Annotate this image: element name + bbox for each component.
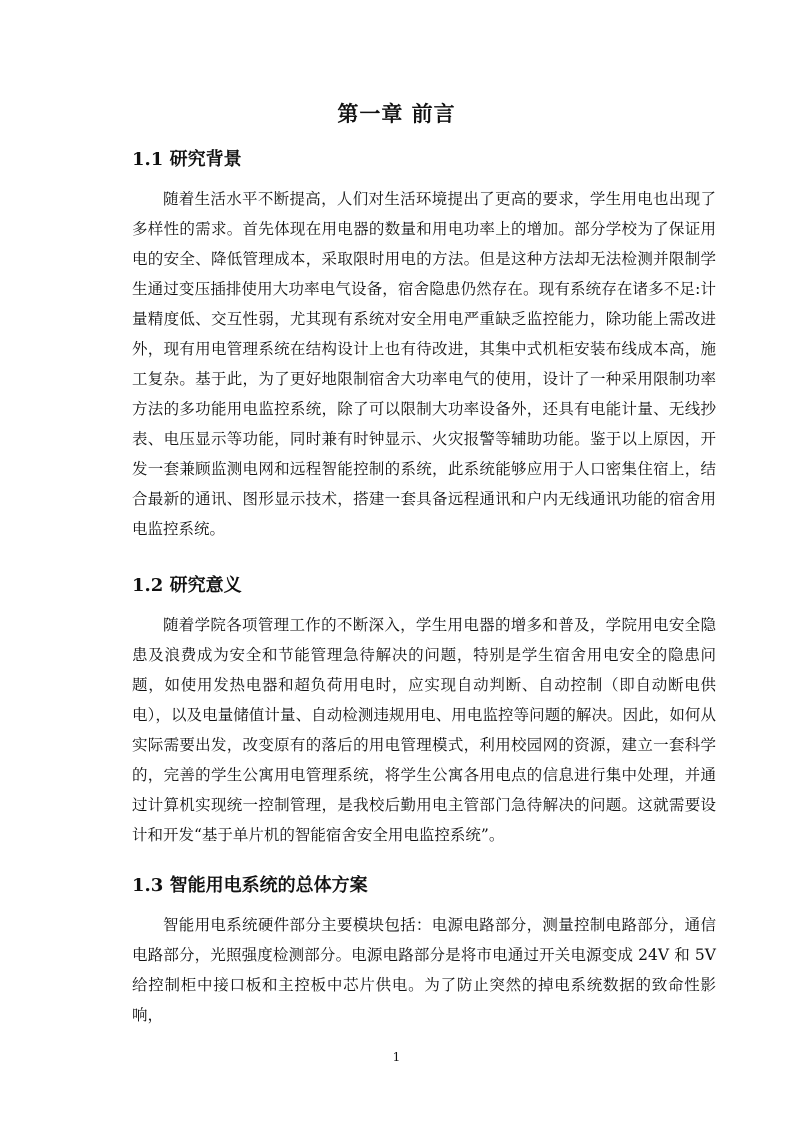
- paragraph-overall-scheme: 智能用电系统硬件部分主要模块包括：电源电路部分，测量控制电路部分，通信电路部分，光照强度检测部分。电源电路部分是将市电通过开关电源变成 24V 和 5V 给控制柜中接口板和主控板中芯片供电。为了防止突然的掉电系统数据的致命性影响，: [132, 916, 716, 1024]
- section-heading-overall-scheme: 1.3 智能用电系统的总体方案: [132, 875, 368, 896]
- paragraph-research-significance: 随着学院各项管理工作的不断深入，学生用电器的增多和普及，学院用电安全隐患及浪费成为安全和节能管理急待解决的问题，特别是学生宿舍用电安全的隐患问题，如使用发热电器和超负荷用电时，应实现自动判断、自动控制（即自动断电供电），以及电量储值计量、自动检测违规用电、用电监控等问题的解决。因此，如何从实际需要出发，改变原有的落后的用电管理模式，利用校园网的资源，建立一套科学的，完善的学生公寓用电管理系统，将学生公寓各用电点的信息进行集中处理，并通过计算机实现统一控制管理，是我校后勤用电主管部门急待解决的问题。这就需要设计和开发“基于单片机的智能宿舍安全用电监控系统”。: [132, 616, 716, 844]
- page-number: 1: [392, 1050, 401, 1064]
- section-heading-research-background: 1.1 研究背景: [132, 149, 242, 170]
- paragraph-research-background: 随着生活水平不断提高，人们对生活环境提出了更高的要求，学生用电也出现了多样性的需求。首先体现在用电器的数量和用电功率上的增加。部分学校为了保证用电的安全、降低管理成本，采取限时用电的方法。但是这种方法却无法检测并限制学生通过变压插排使用大功率电气设备，宿舍隐患仍然存在。现有系统存在诸多不足:计量精度低、交互性弱，尤其现有系统对安全用电严重缺乏监控能力，除功能上需改进外，现有用电管理系统在结构设计上也有待改进，其集中式机柜安装布线成本高，施工复杂。基于此，为了更好地限制宿舍大功率电气的使用，设计了一种采用限制功率方法的多功能用电监控系统，除了可以限制大功率设备外，还具有电能计量、无线抄表、电压显示等功能，同时兼有时钟显示、火灾报警等辅助功能。鉴于以上原因，开发一套兼顾监测电网和远程智能控制的系统，此系统能够应用于人口密集住宿上，结合最新的通讯、图形显示技术，搭建一套具备远程通讯和户内无线通讯功能的宿舍用电监控系统。: [132, 190, 716, 538]
- chapter-title: 第一章 前言: [337, 101, 456, 126]
- section-heading-research-significance: 1.2 研究意义: [132, 575, 242, 596]
